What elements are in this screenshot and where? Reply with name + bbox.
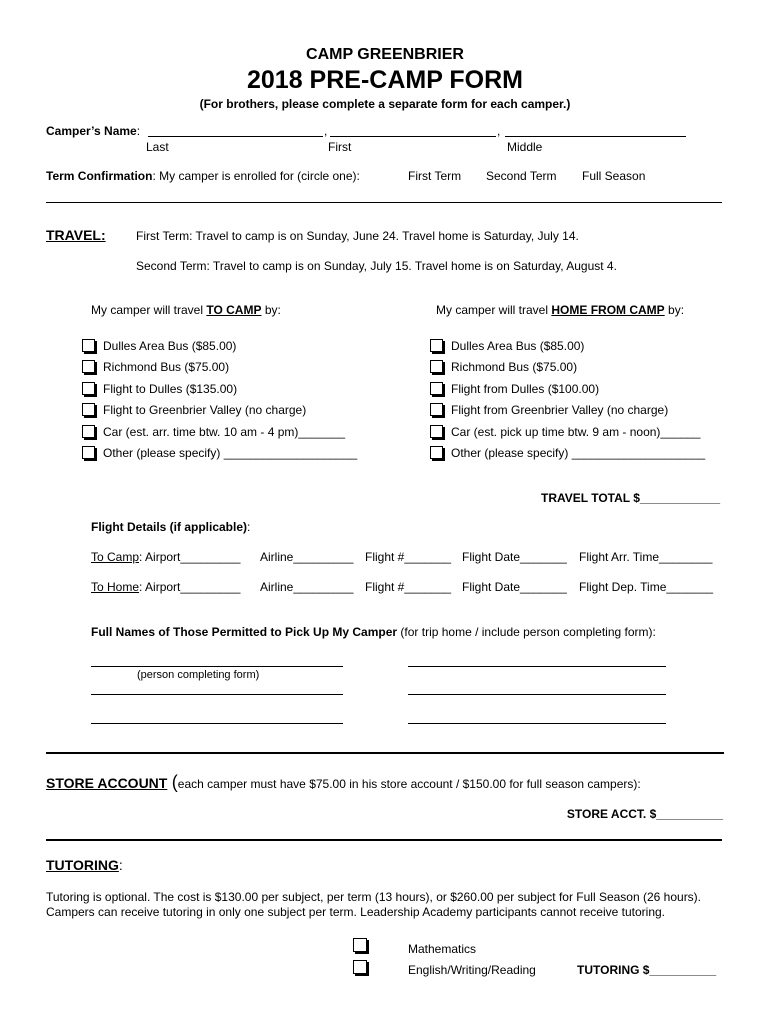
checkbox[interactable] (82, 360, 95, 373)
tutoring-heading-row: TUTORING: (46, 857, 123, 873)
form-title: 2018 PRE-CAMP FORM (247, 66, 523, 94)
to-camp-option-dulles-bus[interactable]: Dulles Area Bus ($85.00) (82, 339, 236, 353)
checkbox[interactable] (82, 446, 95, 459)
checkbox[interactable] (430, 360, 443, 373)
pickup-name-line-6[interactable] (408, 723, 666, 724)
home-option-car[interactable]: Car (est. pick up time btw. 9 am - noon)______ (430, 425, 700, 439)
to-camp-option-flight-dulles[interactable]: Flight to Dulles ($135.00) (82, 382, 237, 396)
home-from-camp-heading: My camper will travel HOME FROM CAMP by: (436, 303, 685, 317)
to-home-flight-date[interactable]: Flight Date_______ (462, 580, 567, 594)
middle-name-field[interactable] (505, 126, 686, 137)
to-camp-option-flight-greenbrier[interactable]: Flight to Greenbrier Valley (no charge) (82, 403, 306, 417)
checkbox[interactable] (82, 403, 95, 416)
last-label: Last (146, 140, 169, 154)
tutoring-total[interactable]: TUTORING $__________ (577, 963, 717, 977)
home-option-flight-dulles[interactable]: Flight from Dulles ($100.00) (430, 382, 599, 396)
to-home-departure-time[interactable]: Flight Dep. Time_______ (579, 580, 714, 594)
to-camp-option-car[interactable]: Car (est. arr. time btw. 10 am - 4 pm)_______ (82, 425, 345, 439)
divider (46, 752, 724, 754)
to-camp-flight-date[interactable]: Flight Date_______ (462, 550, 567, 564)
first-label: First (328, 140, 352, 154)
checkbox[interactable] (353, 960, 367, 974)
home-option-flight-greenbrier[interactable]: Flight from Greenbrier Valley (no charge) (430, 403, 668, 417)
travel-total[interactable]: TRAVEL TOTAL $____________ (541, 491, 720, 505)
term-option-first[interactable]: First Term (408, 169, 462, 183)
pickup-heading: Full Names of Those Permitted to Pick Up My Camper (for trip home / include person completing form): (91, 625, 656, 639)
divider (46, 839, 722, 841)
to-camp-arrival-time[interactable]: Flight Arr. Time________ (579, 550, 713, 564)
camp-name: CAMP GREENBRIER (306, 46, 464, 63)
pickup-name-line-2[interactable] (408, 666, 666, 667)
checkbox[interactable] (430, 339, 443, 352)
english-checkbox[interactable] (353, 959, 375, 977)
pickup-name-line-1[interactable] (91, 666, 343, 667)
first-name-field[interactable] (330, 126, 496, 137)
english-label: English/Writing/Reading (408, 963, 536, 977)
pickup-name-line-4[interactable] (408, 694, 666, 695)
home-option-other[interactable]: Other (please specify) ____________________ (430, 446, 705, 460)
term-confirmation: Term Confirmation: My camper is enrolled for (circle one): (46, 169, 360, 183)
to-home-flight-row: To Home: Airport_________ (91, 580, 241, 594)
camper-name-label: Camper’s Name (46, 124, 137, 138)
term-option-second[interactable]: Second Term (486, 169, 557, 183)
checkbox[interactable] (430, 425, 443, 438)
middle-label: Middle (507, 140, 543, 154)
to-camp-flight-number[interactable]: Flight #_______ (365, 550, 452, 564)
divider (46, 202, 722, 203)
camper-name-row: Camper’s Name: (46, 124, 141, 138)
store-account-total[interactable]: STORE ACCT. $__________ (566, 807, 723, 821)
form-subtitle: (For brothers, please complete a separate form for each camper.) (199, 97, 571, 111)
math-label: Mathematics (408, 942, 477, 956)
to-camp-option-other[interactable]: Other (please specify) ____________________ (82, 446, 357, 460)
home-option-dulles-bus[interactable]: Dulles Area Bus ($85.00) (430, 339, 584, 353)
travel-heading: TRAVEL: (46, 227, 106, 243)
checkbox[interactable] (82, 425, 95, 438)
math-checkbox[interactable] (353, 937, 375, 955)
checkbox[interactable] (430, 403, 443, 416)
to-camp-flight-row: To Camp: Airport_________ (91, 550, 241, 564)
tutoring-description: Tutoring is optional. The cost is $130.00 per subject, per term (13 hours), or $260.00 per subject for Full Season (26 hours). Campers can receive tutoring in only one subject per term. Leadership Academy participants cannot receive tutoring. (46, 890, 702, 919)
checkbox[interactable] (82, 382, 95, 395)
to-home-flight-number[interactable]: Flight #_______ (365, 580, 452, 594)
checkbox[interactable] (430, 382, 443, 395)
last-name-field[interactable] (148, 126, 323, 137)
to-camp-heading: My camper will travel TO CAMP by: (91, 303, 281, 317)
pickup-name-line-5[interactable] (91, 723, 343, 724)
to-camp-airline[interactable]: Airline_________ (260, 550, 354, 564)
checkbox[interactable] (82, 339, 95, 352)
first-term-travel: First Term: Travel to camp is on Sunday, June 24. Travel home is Saturday, July 14. (136, 229, 579, 243)
second-term-travel: Second Term: Travel to camp is on Sunday, July 15. Travel home is on Saturday, August 4. (136, 259, 617, 273)
checkbox[interactable] (353, 938, 367, 952)
home-option-richmond-bus[interactable]: Richmond Bus ($75.00) (430, 360, 577, 374)
store-account-row: STORE ACCOUNT (each camper must have $75.00 in his store account / $150.00 for full season campers): (46, 772, 641, 792)
pickup-name-line-3[interactable] (91, 694, 343, 695)
to-home-airline[interactable]: Airline_________ (260, 580, 354, 594)
flight-details-heading: Flight Details (if applicable): (91, 520, 251, 534)
checkbox[interactable] (430, 446, 443, 459)
term-option-full[interactable]: Full Season (582, 169, 646, 183)
person-completing-label: (person completing form) (137, 669, 260, 681)
to-camp-option-richmond-bus[interactable]: Richmond Bus ($75.00) (82, 360, 229, 374)
